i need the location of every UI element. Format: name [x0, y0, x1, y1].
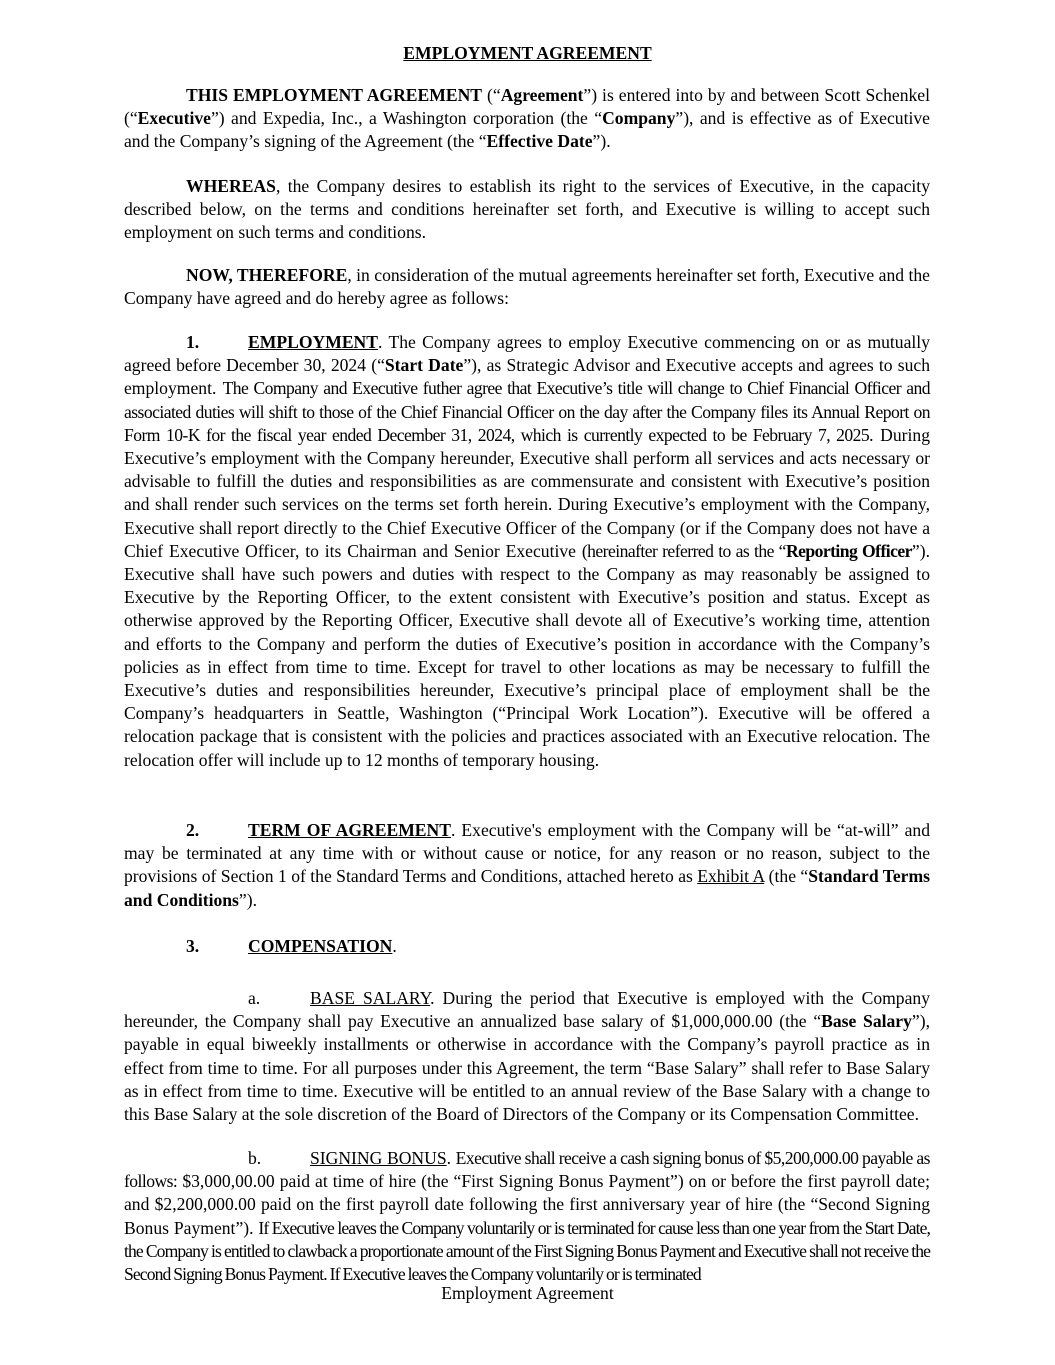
section-text: ”), as Strategic Advisor and Executive accepts and agrees to such employment. [124, 355, 930, 399]
preamble-lead: THIS EMPLOYMENT AGREEMENT [186, 85, 483, 105]
section-2-term [124, 819, 930, 912]
section-heading: TERM OF AGREEMENT [248, 820, 451, 840]
section-3b-signing-bonus [124, 1147, 930, 1286]
subsection-heading: SIGNING BONUS [310, 1148, 447, 1168]
preamble-text: ”). [592, 131, 611, 152]
preamble-text: ”) and Expedia, Inc., a Washington corporation (the “ [210, 108, 603, 129]
section-text: The Company and Executive futher agree that Executive’s title will change to Chief Financial Officer and associated duties will shift to those of the Chief Financial Officer on the day after the Company files its Annual Report on Form 10-K for the fiscal year ended December 31, 2024, which is currently expected to be February 7, 2025. [124, 378, 930, 445]
section-text: Executive shall receive a cash signing bonus of $5,200,000.00 payable as follows: [124, 1148, 930, 1192]
whereas-text: , the Company desires to establish its right to the services of Executive, in the capacity described below, on the terms and conditions hereinafter set forth, and Executive is willing to accept such employment on such terms and conditions. [124, 176, 930, 243]
section-heading: COMPENSATION [248, 936, 393, 956]
section-text: . The Company agrees to employ Executive commencing on or as mutually agreed before December 30, 2024 (“ [124, 332, 930, 376]
preamble-text: (“ [482, 85, 501, 105]
preamble-text: ”), and is effective as of Executive and the Company’s signing of the Agreement (the “ [124, 108, 930, 152]
section-text: ”). Executive shall have such powers and duties with respect to the Company as may reasonably be assigned to Executive by the Reporting Officer, to the extent consistent with Executive’s position and status. Except as otherwise approved by the Reporting Officer, Executive shall devote all of Executive’s working time, attention and efforts to the Company and perform the duties of Executive’s position in accordance with the Company’s policies as in effect from time to time. Except for travel to other locations as may be necessary to fulfill the Executive’s duties and responsibilities hereunder, Executive’s principal place of employment shall be the Company’s headquarters in Seattle, Washington (“Principal Work Location”). Executive will be offered a relocation package that is consistent with the policies and practices associated with an Executive relocation. The relocation offer will include up to 12 months of temporary housing. [124, 540, 930, 770]
section-text: ”). [238, 889, 257, 910]
subsection-letter: b. [248, 1148, 262, 1168]
section-number: 1. [186, 332, 200, 352]
section-number: 3. [186, 936, 200, 956]
preamble-text: ”) is entered into by and between Scott Schenkel (“ [124, 85, 930, 129]
section-3a-base-salary [124, 987, 930, 1126]
section-text: . [392, 936, 397, 956]
subsection-letter: a. [248, 988, 261, 1008]
document-title: EMPLOYMENT AGREEMENT [403, 43, 652, 63]
page-footer: Employment Agreement [441, 1283, 614, 1303]
defined-term-start-date: Start Date [384, 355, 464, 376]
section-text: . During the period that Executive is employed with the Company hereunder, the Company shall pay Executive an annualized base salary of $1,000,000.00 (the “ [124, 988, 930, 1032]
section-text: . [446, 1148, 456, 1168]
subsection-heading: BASE SALARY [310, 988, 431, 1008]
section-number: 2. [186, 820, 200, 840]
defined-term-company: Company [602, 108, 676, 129]
whereas-paragraph [124, 175, 930, 245]
defined-term-reporting-officer: Reporting Officer [785, 540, 912, 561]
preamble-paragraph [124, 84, 930, 154]
defined-term-executive: Executive [137, 108, 211, 129]
exhibit-a-link[interactable]: Exhibit A [697, 866, 765, 887]
whereas-lead: WHEREAS [186, 176, 276, 196]
section-heading: EMPLOYMENT [248, 332, 378, 352]
section-text: (the “ [764, 866, 809, 887]
now-therefore-lead: NOW, THEREFORE [186, 265, 348, 285]
now-therefore-text: , in consideration of the mutual agreements hereinafter set forth, Executive and the Company have agreed and do hereby agree as follows: [124, 265, 930, 309]
defined-term-standard-terms: Standard Terms and Conditions [124, 866, 930, 910]
section-text: During Executive’s employment with the Company hereunder, Executive shall perform all services and acts necessary or advisable to fulfill the duties and responsibilities as are commensurate and consistent with Executive’s position and shall render such services on the terms set forth herein. During Executive’s employment with the Company, Executive shall report directly to the Chief Executive Officer of the Company (or if the Company does not have a Chief Executive Officer, to its Chairman and Senior Executive [124, 424, 930, 561]
section-1-employment [124, 331, 930, 772]
section-text: ”), payable in equal biweekly installments or otherwise in accordance with the Company’s payroll practice as in effect from time to time. For all purposes under this Agreement, the term “Base Salary” shall refer to Base Salary as in effect from time to time. Executive will be entitled to an annual review of the Base Salary with a change to this Base Salary at the sole discretion of the Board of Directors of the Company or its Compensation Committee. [124, 1011, 930, 1125]
section-text: $3,000,00.00 paid at time of hire (the “First Signing Bonus Payment”) on or before the first payroll date; and $2,200,000.00 paid on the first payroll date following the first anniversary year of hire (the “Second Signing Bonus Payment”). [124, 1171, 930, 1238]
defined-term-base-salary: Base Salary [821, 1011, 912, 1032]
section-3-compensation [124, 935, 930, 958]
now-therefore-paragraph [124, 264, 930, 310]
defined-term-effective-date: Effective Date [486, 131, 593, 152]
section-text: . Executive's employment with the Company will be “at-will” and may be terminated at any time with or without cause or notice, for any reason or no reason, subject to the provisions of Section 1 of the Standard Terms and Conditions, attached hereto as [124, 820, 931, 887]
section-text: (hereinafter referred to as the “ [581, 540, 786, 561]
section-text: If Executive leaves the Company voluntarily or is terminated for cause less than one year from the Start Date, the Company is entitled to clawback a proportionate amount of the First Signing Bonus Payment and Executive shall not receive the Second Signing Bonus Payment. If Executive leaves the Company voluntarily or is terminated [124, 1217, 930, 1285]
defined-term-agreement: Agreement [500, 85, 584, 105]
